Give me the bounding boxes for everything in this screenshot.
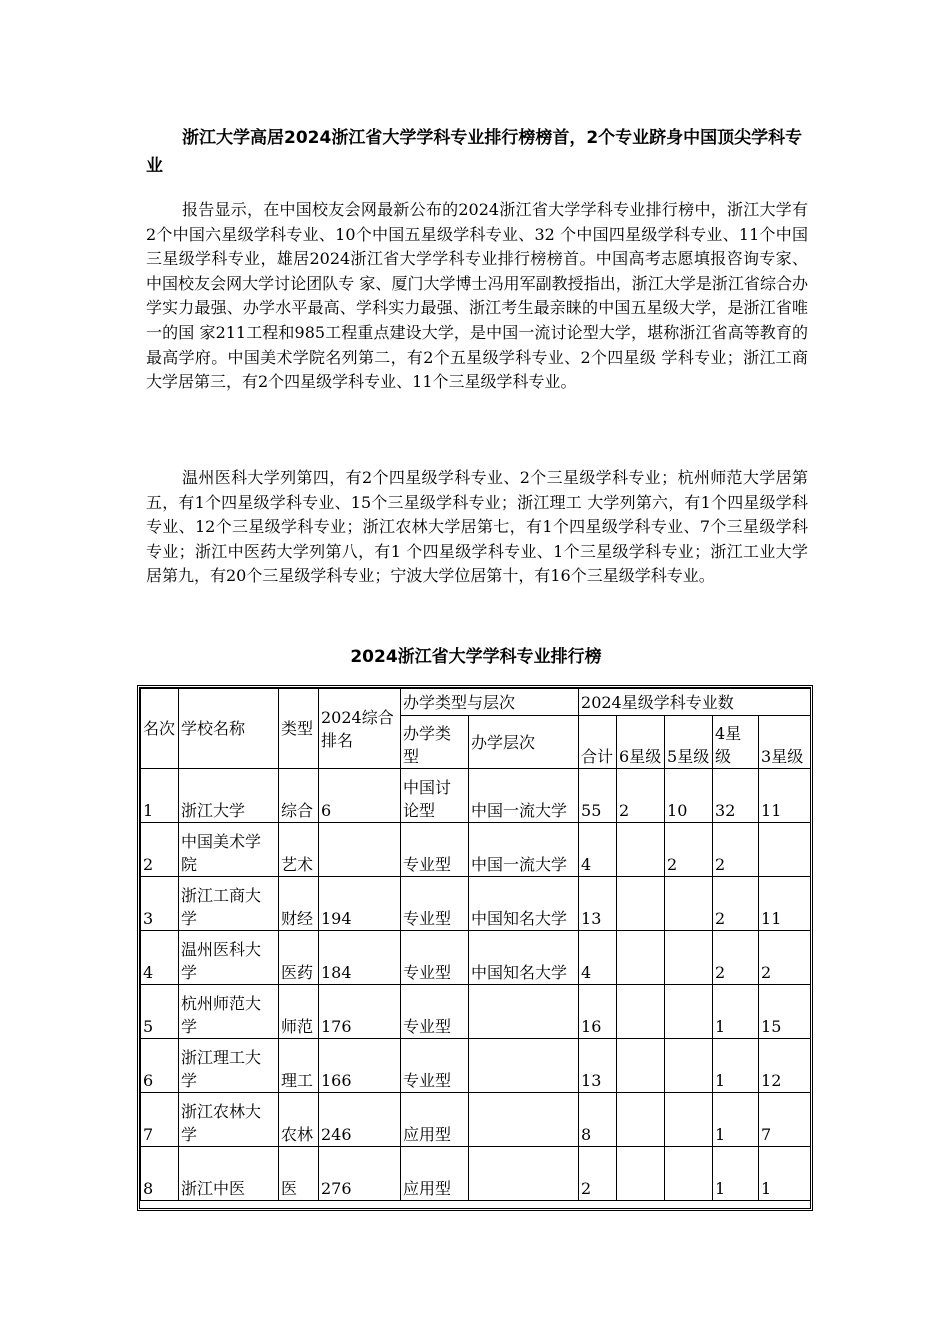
table-row [141, 769, 811, 823]
cell-type: 艺术 [279, 823, 319, 877]
cell-run-level: 中国一流大学 [469, 823, 579, 877]
cell-star3: 7 [759, 1093, 811, 1147]
cell-school: 浙江大学 [179, 769, 279, 823]
header-rank: 名次 [141, 689, 179, 769]
table-row [141, 877, 811, 931]
cell-overall-rank: 246 [319, 1093, 401, 1147]
cell-star4: 2 [713, 931, 759, 985]
header-run-type: 办学类型 [401, 716, 469, 769]
ranking-table [140, 688, 811, 1201]
cell-school: 温州医科大学 [179, 931, 279, 985]
cell-overall-rank: 6 [319, 769, 401, 823]
header-group-level: 办学类型与层次 [401, 689, 579, 716]
cell-run-type: 应用型 [401, 1093, 469, 1147]
cell-rank: 8 [141, 1147, 179, 1201]
cell-overall-rank: 166 [319, 1039, 401, 1093]
cell-rank: 4 [141, 931, 179, 985]
table-row [141, 931, 811, 985]
header-star4: 4星级 [713, 716, 759, 769]
header-group-stars: 2024星级学科专业数 [579, 689, 811, 716]
cell-total: 2 [579, 1147, 617, 1201]
cell-total: 55 [579, 769, 617, 823]
cell-rank: 5 [141, 985, 179, 1039]
cell-run-type: 专业型 [401, 823, 469, 877]
cell-overall-rank [319, 823, 401, 877]
header-star6: 6星级 [617, 716, 665, 769]
cell-run-level: 中国一流大学 [469, 769, 579, 823]
cell-rank: 6 [141, 1039, 179, 1093]
table-row [141, 985, 811, 1039]
cell-run-type: 专业型 [401, 877, 469, 931]
cell-type: 医 [279, 1147, 319, 1201]
cell-run-level [469, 1093, 579, 1147]
cell-star4: 2 [713, 823, 759, 877]
header-run-level: 办学层次 [469, 716, 579, 769]
cell-rank: 7 [141, 1093, 179, 1147]
ranking-table-frame [137, 685, 813, 1211]
cell-run-level [469, 985, 579, 1039]
table-row [141, 1093, 811, 1147]
cell-type: 医药 [279, 931, 319, 985]
cell-star5 [665, 985, 713, 1039]
cell-star5 [665, 877, 713, 931]
cell-star5 [665, 1093, 713, 1147]
cell-star3: 2 [759, 931, 811, 985]
cell-total: 8 [579, 1093, 617, 1147]
table-row [141, 1147, 811, 1201]
cell-school: 中国美术学院 [179, 823, 279, 877]
cell-star3: 12 [759, 1039, 811, 1093]
table-title: 2024浙江省大学学科专业排行榜 [350, 647, 602, 667]
table-row [141, 823, 811, 877]
cell-star3: 15 [759, 985, 811, 1039]
cell-star6 [617, 823, 665, 877]
header-type: 类型 [279, 689, 319, 769]
cell-star3: 1 [759, 1147, 811, 1201]
header-star3: 3星级 [759, 716, 811, 769]
cell-run-level: 中国知名大学 [469, 877, 579, 931]
cell-star3: 11 [759, 877, 811, 931]
paragraph-1: 报告显示，在中国校友会网最新公布的2024浙江省大学学科专业排行榜中，浙江大学有2个中国六星级学科专业、10个中国五星级学科专业、32 个中国四星级学科专业、11个中国三星级学科专业，雄居2024浙江省大学学科专业排行榜榜首。中国高考志愿填报咨询专家、中国校友会网大学讨论团队专 家、厦门大学博士冯用军副教授指出，浙江大学是浙江省综合办学实力最强、办学水平最高、学科实力最强、浙江考生最亲睐的中国五星级大学，是浙江省唯一的国 家211工程和985工程重点建设大学，是中国一流讨论型大学，堪称浙江省高等教育的最高学府。中国美术学院名列第二，有2个五星级学科专业、2个四星级 学科专业；浙江工商大学居第三，有2个四星级学科专业、11个三星级学科专业。 [146, 200, 808, 392]
cell-overall-rank: 176 [319, 985, 401, 1039]
header-overall-rank: 2024综合排名 [319, 689, 401, 769]
cell-star4: 1 [713, 985, 759, 1039]
cell-star3 [759, 823, 811, 877]
cell-star5: 10 [665, 769, 713, 823]
cell-star5 [665, 1147, 713, 1201]
cell-type: 农林 [279, 1093, 319, 1147]
cell-total: 16 [579, 985, 617, 1039]
cell-star4: 2 [713, 877, 759, 931]
cell-star3: 11 [759, 769, 811, 823]
cell-star4: 1 [713, 1093, 759, 1147]
header-star5: 5星级 [665, 716, 713, 769]
cell-star4: 1 [713, 1147, 759, 1201]
cell-total: 4 [579, 823, 617, 877]
cell-overall-rank: 194 [319, 877, 401, 931]
cell-star4: 32 [713, 769, 759, 823]
cell-school: 浙江理工大学 [179, 1039, 279, 1093]
cell-star5 [665, 931, 713, 985]
cell-star6: 2 [617, 769, 665, 823]
article-title: 浙江大学高居2024浙江省大学学科专业排行榜榜首，2个专业跻身中国顶尖学科专业 [146, 128, 803, 176]
cell-star6 [617, 1039, 665, 1093]
paragraph-2: 温州医科大学列第四，有2个四星级学科专业、2个三星级学科专业；杭州师范大学居第五，有1个四星级学科专业、15个三星级学科专业；浙江理工 大学列第六，有1个四星级学科专业、12个三星级学科专业；浙江农林大学居第七，有1个四星级学科专业、7个三星级学科专业；浙江中医药大学列第八，有1 个四星级学科专业、1个三星级学科专业；浙江工业大学居第九，有20个三星级学科专业；宁波大学位居第十，有16个三星级学科专业。 [146, 468, 808, 586]
cell-overall-rank: 276 [319, 1147, 401, 1201]
cell-star4: 1 [713, 1039, 759, 1093]
cell-run-type: 应用型 [401, 1147, 469, 1201]
cell-total: 4 [579, 931, 617, 985]
cell-run-type: 专业型 [401, 985, 469, 1039]
header-school: 学校名称 [179, 689, 279, 769]
cell-run-type: 专业型 [401, 1039, 469, 1093]
cell-overall-rank: 184 [319, 931, 401, 985]
cell-type: 师范 [279, 985, 319, 1039]
cell-run-type: 中国讨论型 [401, 769, 469, 823]
cell-run-level [469, 1039, 579, 1093]
cell-star6 [617, 985, 665, 1039]
cell-school: 浙江工商大学 [179, 877, 279, 931]
cell-type: 综合 [279, 769, 319, 823]
cell-run-level: 中国知名大学 [469, 931, 579, 985]
cell-star6 [617, 877, 665, 931]
cell-star6 [617, 1147, 665, 1201]
cell-school: 浙江农林大学 [179, 1093, 279, 1147]
cell-type: 财经 [279, 877, 319, 931]
cell-school: 杭州师范大学 [179, 985, 279, 1039]
cell-rank: 2 [141, 823, 179, 877]
cell-run-level [469, 1147, 579, 1201]
cell-rank: 3 [141, 877, 179, 931]
table-row [141, 1039, 811, 1093]
cell-star5 [665, 1039, 713, 1093]
cell-total: 13 [579, 877, 617, 931]
cell-run-type: 专业型 [401, 931, 469, 985]
cell-star6 [617, 1093, 665, 1147]
cell-type: 理工 [279, 1039, 319, 1093]
header-total: 合计 [579, 716, 617, 769]
cell-star5: 2 [665, 823, 713, 877]
cell-star6 [617, 931, 665, 985]
cell-rank: 1 [141, 769, 179, 823]
cell-school: 浙江中医 [179, 1147, 279, 1201]
cell-total: 13 [579, 1039, 617, 1093]
